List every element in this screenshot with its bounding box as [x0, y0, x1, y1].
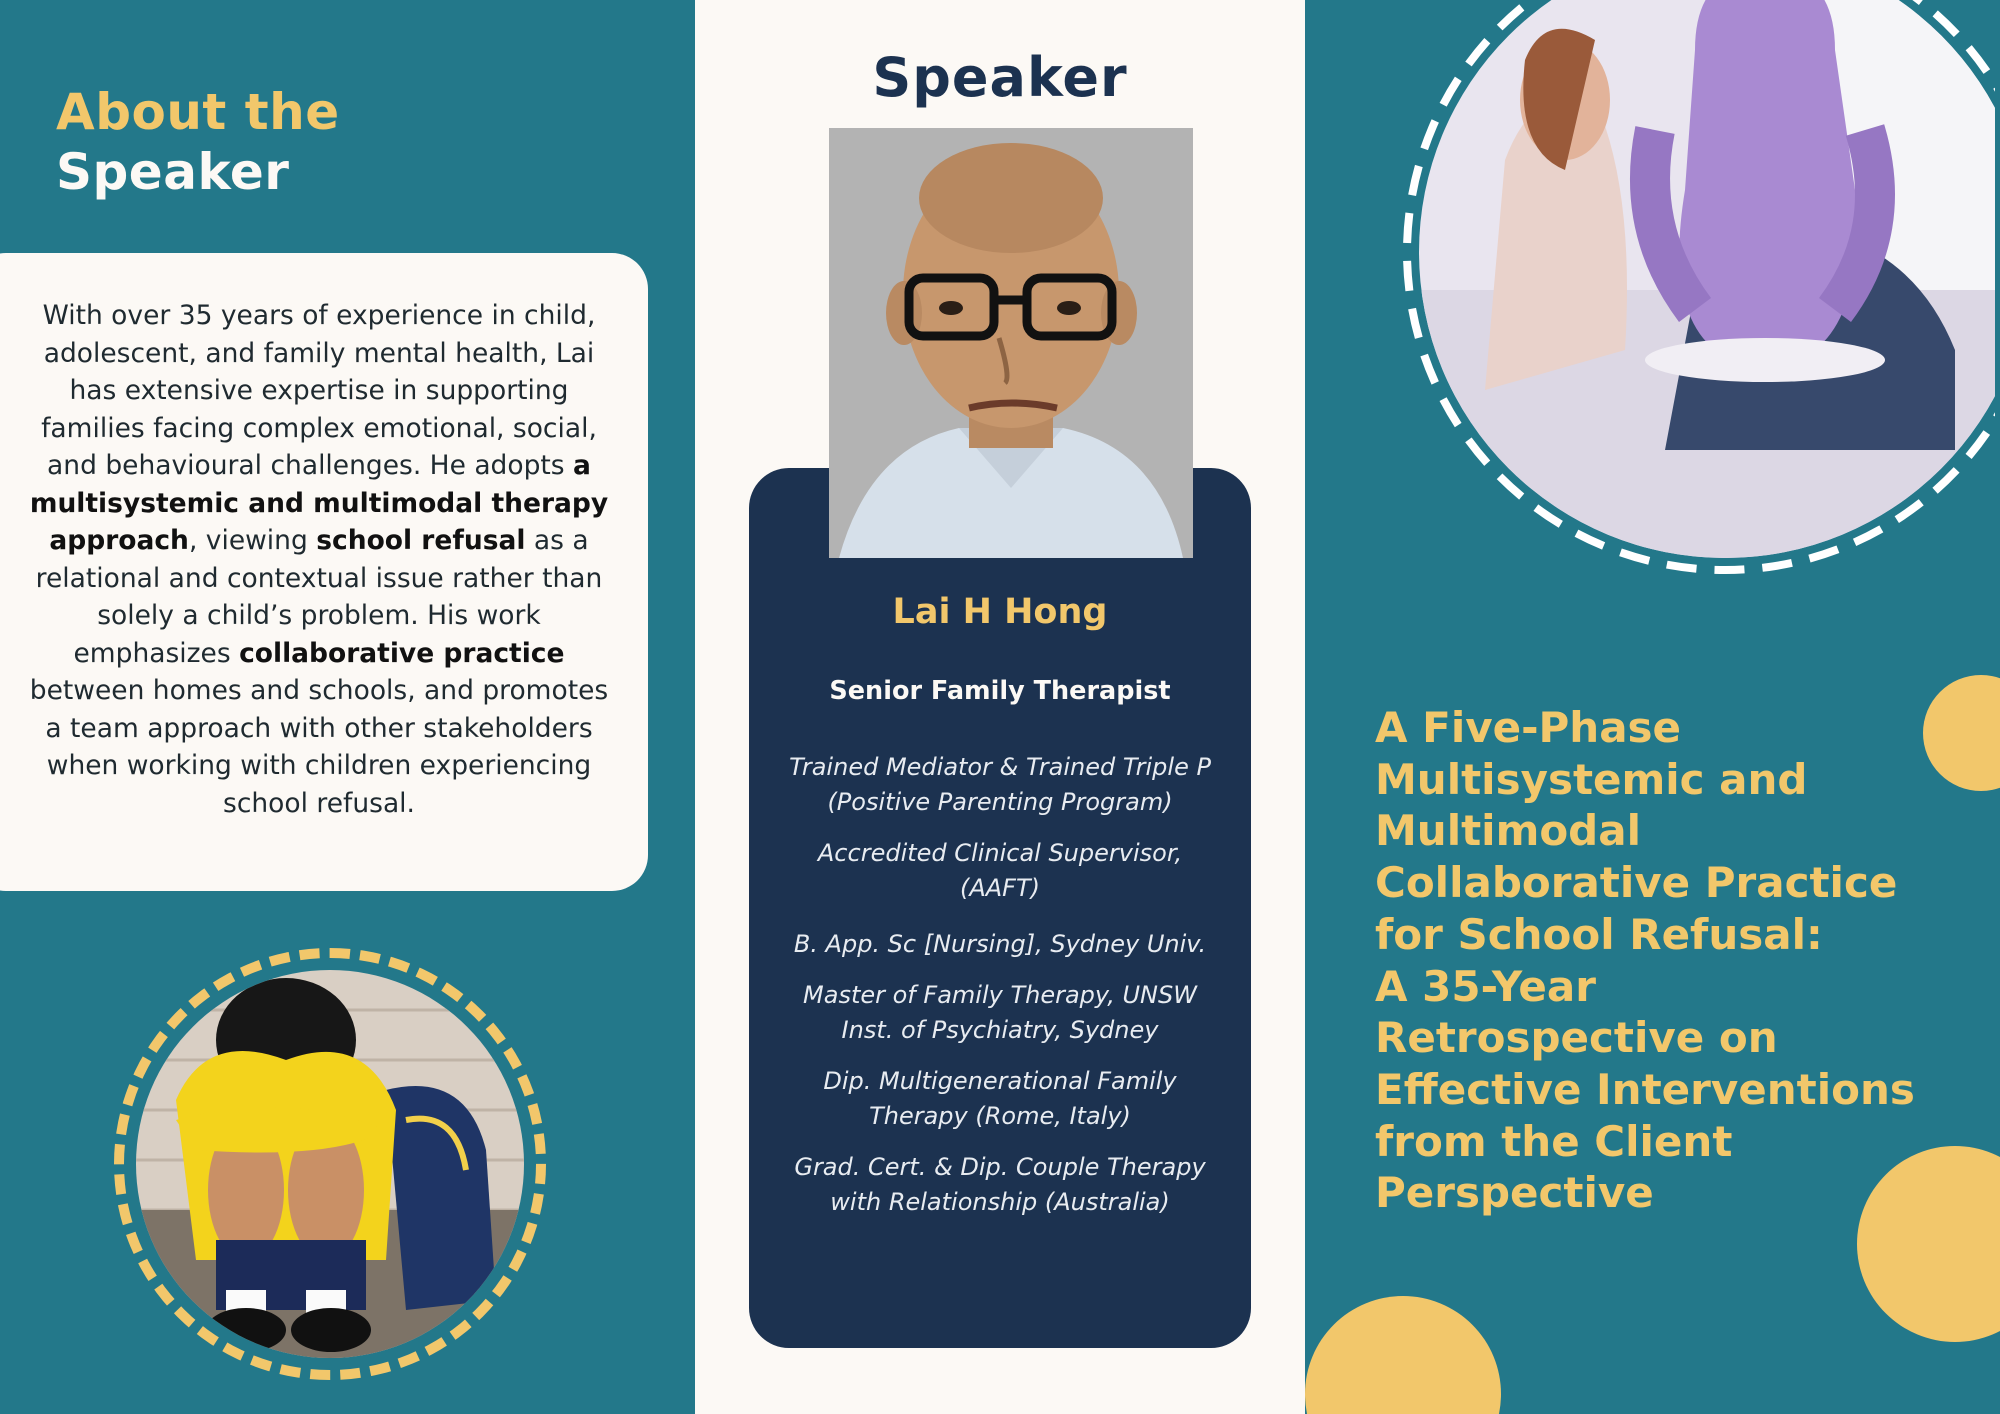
speaker-portrait-photo: [829, 128, 1193, 558]
bio-text: [20, 297, 618, 822]
credential-line: Grad. Cert. & Dip. Couple Therapy: [794, 1153, 1206, 1181]
speaker-name: Lai H Hong: [892, 592, 1108, 632]
talk-title: [1375, 702, 1935, 1219]
credential-line: B. App. Sc [Nursing], Sydney Univ.: [793, 930, 1207, 958]
credential-line: Master of Family Therapy, UNSW: [803, 981, 1197, 1009]
about-heading-line2: Speaker: [56, 143, 290, 201]
bio-highlight-approach: a multisystemic and multimodal therapy approach: [29, 450, 609, 556]
speaker-title: Speaker: [872, 46, 1128, 109]
credential-item: [765, 927, 1235, 962]
talk-title-line: Retrospective on: [1375, 1013, 1778, 1063]
speaker-panel: [695, 0, 1305, 1414]
credential-item: [765, 1064, 1235, 1134]
bio-text-part: , viewing: [188, 525, 317, 556]
credential-item: [765, 1150, 1235, 1220]
talk-title-line: Collaborative Practice: [1375, 858, 1898, 908]
credential-line: Dip. Multigenerational Family: [823, 1067, 1177, 1095]
about-heading-line1: About the: [56, 83, 340, 141]
bio-highlight-collaborative: collaborative practice: [239, 637, 565, 669]
credential-line: (Positive Parenting Program): [827, 788, 1173, 816]
hooded-teen-with-parent-photo: [1395, 0, 1995, 690]
talk-title-line: from the Client: [1375, 1116, 1733, 1166]
credential-line: Trained Mediator & Trained Triple P: [789, 753, 1211, 781]
bio-card: [0, 253, 648, 891]
talk-title-line: Effective Interventions: [1375, 1064, 1915, 1114]
bio-text-part: between homes and schools, and promotes a team approach with other stakeholders when working with children experiencing school refusal.: [29, 675, 609, 819]
credential-line: Accredited Clinical Supervisor,: [817, 839, 1183, 867]
credential-line: (AAFT): [959, 874, 1041, 902]
about-heading: [56, 82, 340, 202]
bio-text-part: as a relational and contextual issue rather than solely a child’s problem. His work emphasizes: [35, 525, 603, 669]
talk-title-line: A 35-Year: [1375, 961, 1596, 1011]
credential-line: Therapy (Rome, Italy): [869, 1102, 1131, 1130]
credential-line: with Relationship (Australia): [830, 1188, 1170, 1216]
credentials-list: [765, 750, 1235, 1236]
credential-item: [765, 750, 1235, 820]
title-panel: [1305, 0, 2000, 1414]
talk-title-line: for School Refusal:: [1375, 909, 1823, 959]
about-panel: [0, 0, 695, 1414]
credential-item: [765, 978, 1235, 1048]
credential-item: [765, 836, 1235, 906]
bio-text-part: With over 35 years of experience in child, adolescent, and family mental health, Lai has extensive expertise in supporting families facing complex emotional, social, and behavioural challenges. He adopts: [41, 300, 597, 481]
bio-highlight-school-refusal: school refusal: [316, 525, 526, 556]
boy-sitting-illustration: [136, 970, 524, 1358]
boy-sitting-photo: [136, 970, 524, 1358]
talk-title-line: A Five-Phase: [1375, 703, 1682, 752]
talk-title-line: Perspective: [1375, 1168, 1654, 1218]
decorative-circle: [1305, 1296, 1501, 1414]
speaker-portrait-illustration: [829, 128, 1193, 558]
credential-line: Inst. of Psychiatry, Sydney: [841, 1016, 1159, 1044]
speaker-role: Senior Family Therapist: [829, 676, 1171, 706]
talk-title-line: Multimodal: [1375, 806, 1641, 856]
talk-title-line: Multisystemic and: [1375, 754, 1808, 804]
